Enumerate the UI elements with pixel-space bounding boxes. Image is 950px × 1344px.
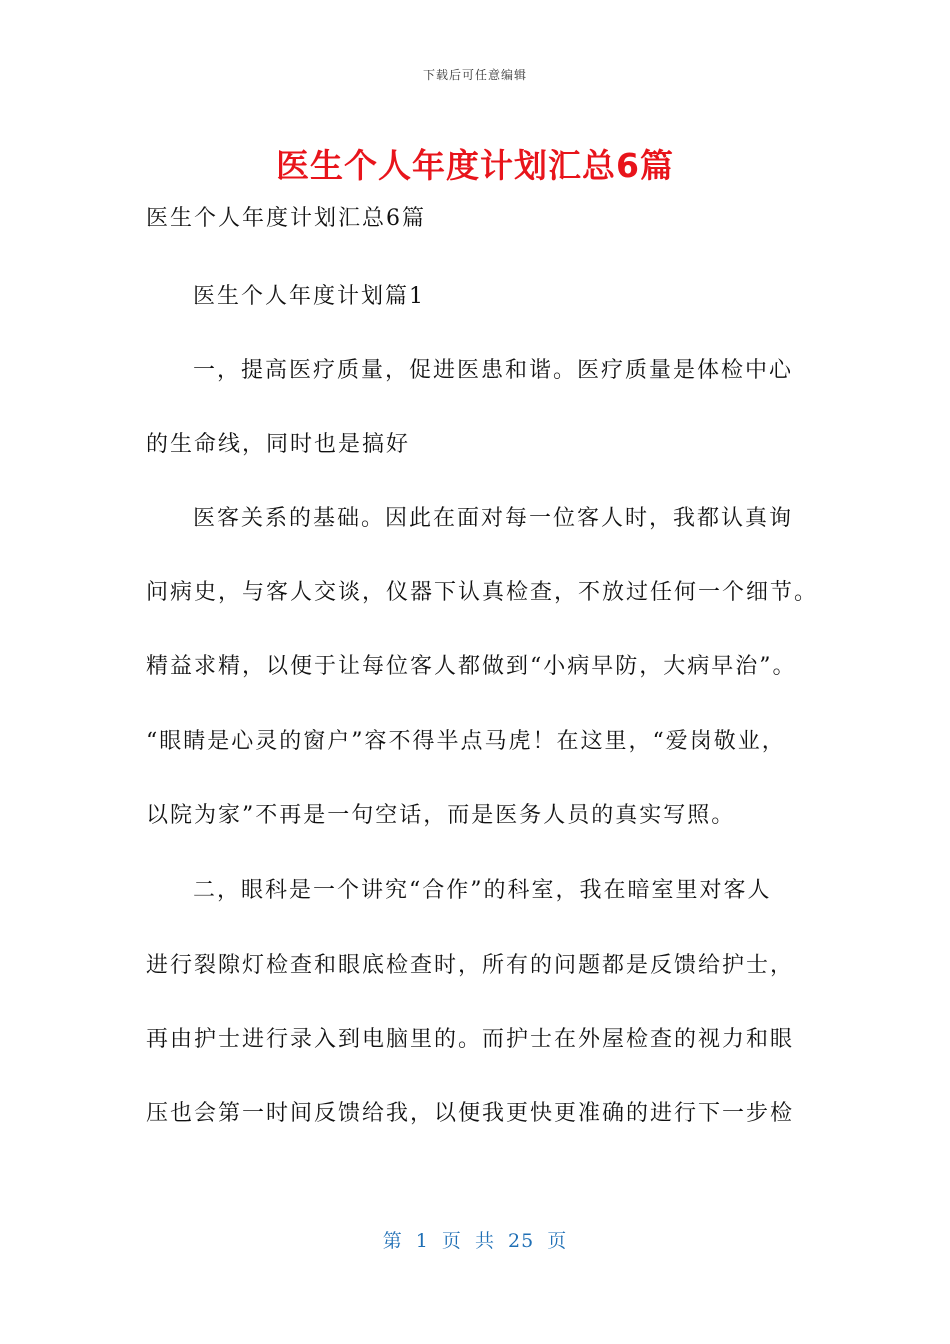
body-line-section-heading: 医生个人年度计划篇1 <box>193 284 425 309</box>
document-title: 医生个人年度计划汇总6篇 <box>276 146 674 185</box>
body-line: 进行裂隙灯检查和眼底检查时，所有的问题都是反馈给护士， <box>146 953 795 978</box>
body-line: 再由护士进行录入到电脑里的。而护士在外屋检查的视力和眼 <box>146 1027 795 1052</box>
body-line: 精益求精，以便于让每位客人都做到“小病早防，大病早治”。 <box>146 654 797 679</box>
body-line: 压也会第一时间反馈给我，以便我更快更准确的进行下一步检 <box>146 1101 795 1126</box>
body-line: 医客关系的基础。因此在面对每一位客人时，我都认真询 <box>193 506 794 531</box>
body-line: “眼睛是心灵的窗户”容不得半点马虎！在这里，“爱岗敬业， <box>146 729 786 754</box>
header-note: 下载后可任意编辑 <box>422 68 527 82</box>
body-line: 问病史，与客人交谈，仪器下认真检查，不放过任何一个细节。 <box>146 580 819 605</box>
body-line: 以院为家”不再是一句空话，而是医务人员的真实写照。 <box>146 803 736 828</box>
page-number-footer: 第 1 页 共 25 页 <box>382 1230 568 1252</box>
body-line-subtitle: 医生个人年度计划汇总6篇 <box>146 206 426 231</box>
body-line: 一，提高医疗质量，促进医患和谐。医疗质量是体检中心 <box>193 358 794 383</box>
body-line: 二，眼科是一个讲究“合作”的科室，我在暗室里对客人 <box>193 878 772 903</box>
body-line: 的生命线，同时也是搞好 <box>146 432 411 457</box>
